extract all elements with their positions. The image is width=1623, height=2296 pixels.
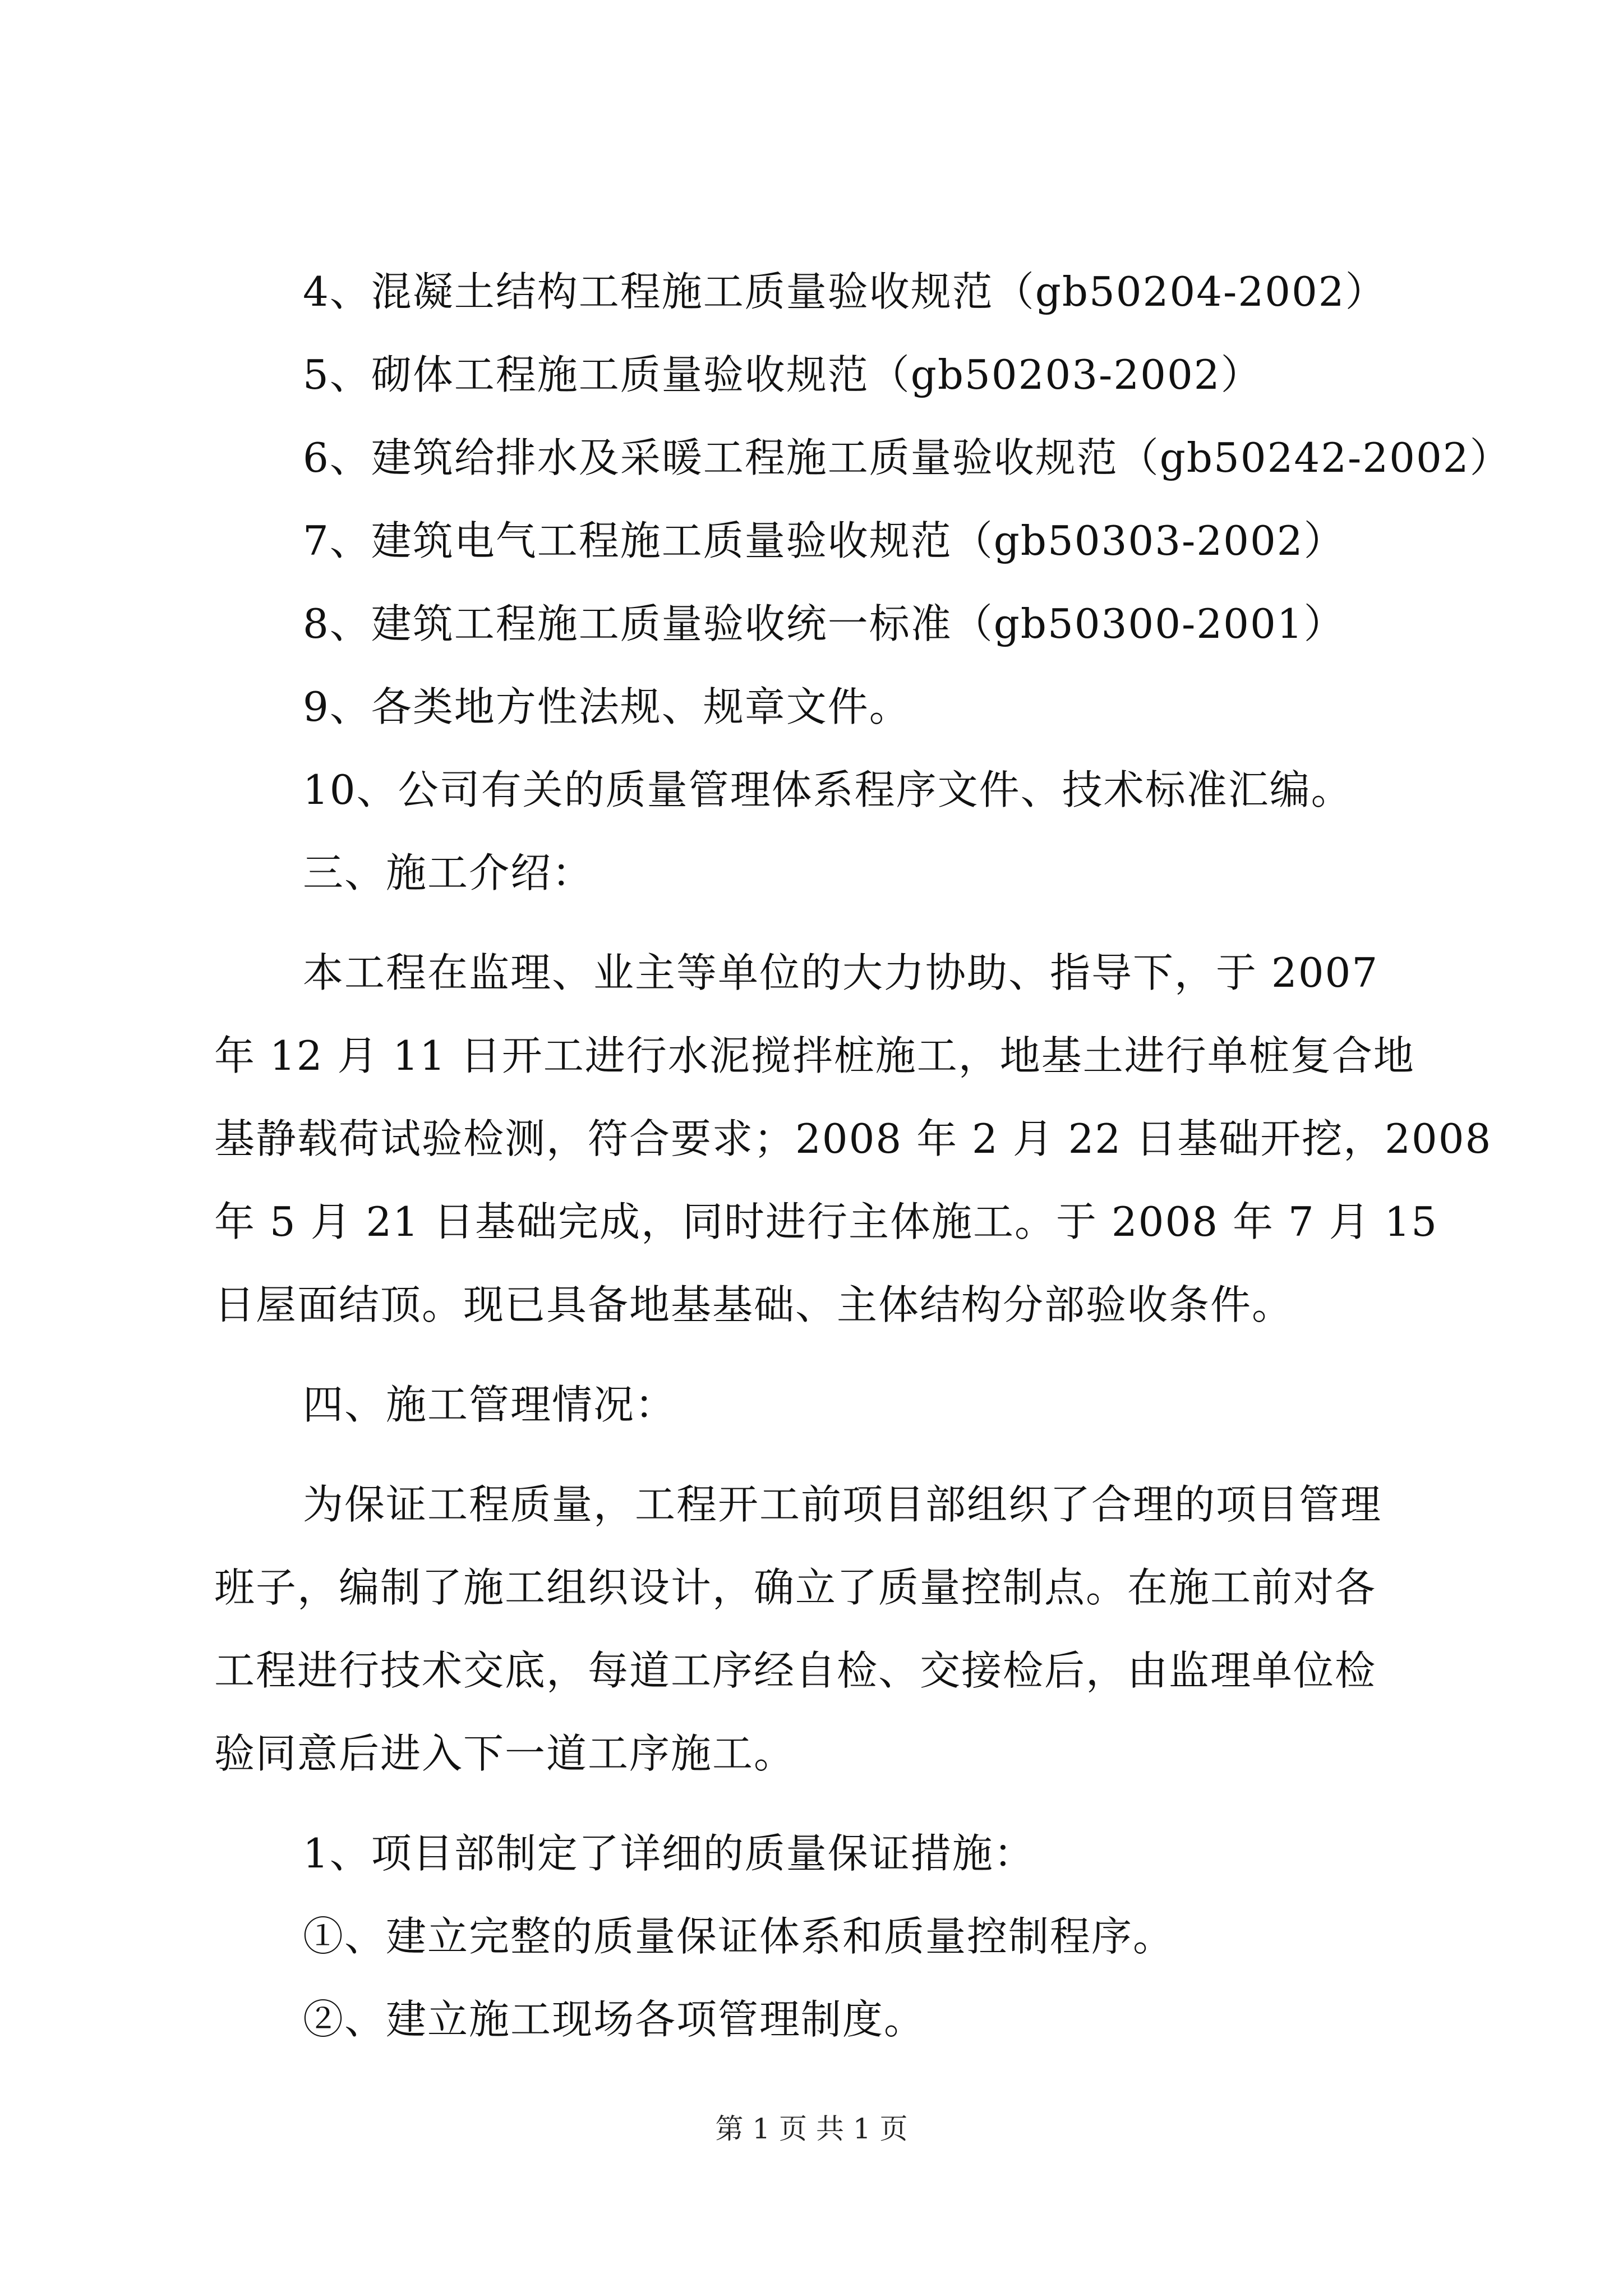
measure-item-2: ②、建立施工现场各项管理制度。	[303, 1996, 926, 2043]
paragraph-line: 为保证工程质量，工程开工前项目部组织了合理的项目管理	[303, 1481, 1382, 1528]
paragraph-line: 年 12 月 11 日开工进行水泥搅拌桩施工，地基土进行单桩复合地	[214, 1032, 1415, 1079]
paragraph-line: 日屋面结顶。现已具备地基基础、主体结构分部验收条件。	[214, 1281, 1294, 1328]
measure-item-1: ①、建立完整的质量保证体系和质量控制程序。	[303, 1913, 1175, 1960]
reference-item-4: 4、混凝土结构工程施工质量验收规范（gb50204-2002）	[303, 268, 1387, 315]
page-footer: 第 1 页 共 1 页	[715, 2113, 908, 2145]
paragraph-line: 基静载荷试验检测，符合要求；2008 年 2 月 22 日基础开挖，2008	[214, 1115, 1492, 1162]
reference-item-8: 8、建筑工程施工质量验收统一标准（gb50300-2001）	[303, 600, 1345, 647]
paragraph-line: 本工程在监理、业主等单位的大力协助、指导下，于 2007	[303, 949, 1379, 996]
measures-heading: 1、项目部制定了详细的质量保证措施：	[303, 1830, 1035, 1877]
reference-item-10: 10、公司有关的质量管理体系程序文件、技术标准汇编。	[303, 766, 1353, 813]
reference-item-7: 7、建筑电气工程施工质量验收规范（gb50303-2002）	[303, 517, 1345, 564]
paragraph-line: 验同意后进入下一道工序施工。	[214, 1730, 796, 1777]
paragraph-line: 工程进行技术交底，每道工序经自检、交接检后，由监理单位检	[214, 1647, 1377, 1694]
section-heading-management: 四、施工管理情况：	[303, 1381, 677, 1428]
reference-item-9: 9、各类地方性法规、规章文件。	[303, 683, 911, 730]
section-heading-construction-intro: 三、施工介绍：	[303, 849, 594, 896]
paragraph-line: 年 5 月 21 日基础完成，同时进行主体施工。于 2008 年 7 月 15	[214, 1198, 1438, 1245]
reference-item-6: 6、建筑给排水及采暖工程施工质量验收规范（gb50242-2002）	[303, 434, 1511, 481]
paragraph-line: 班子，编制了施工组织设计，确立了质量控制点。在施工前对各	[214, 1564, 1377, 1611]
reference-item-5: 5、砌体工程施工质量验收规范（gb50203-2002）	[303, 351, 1262, 398]
